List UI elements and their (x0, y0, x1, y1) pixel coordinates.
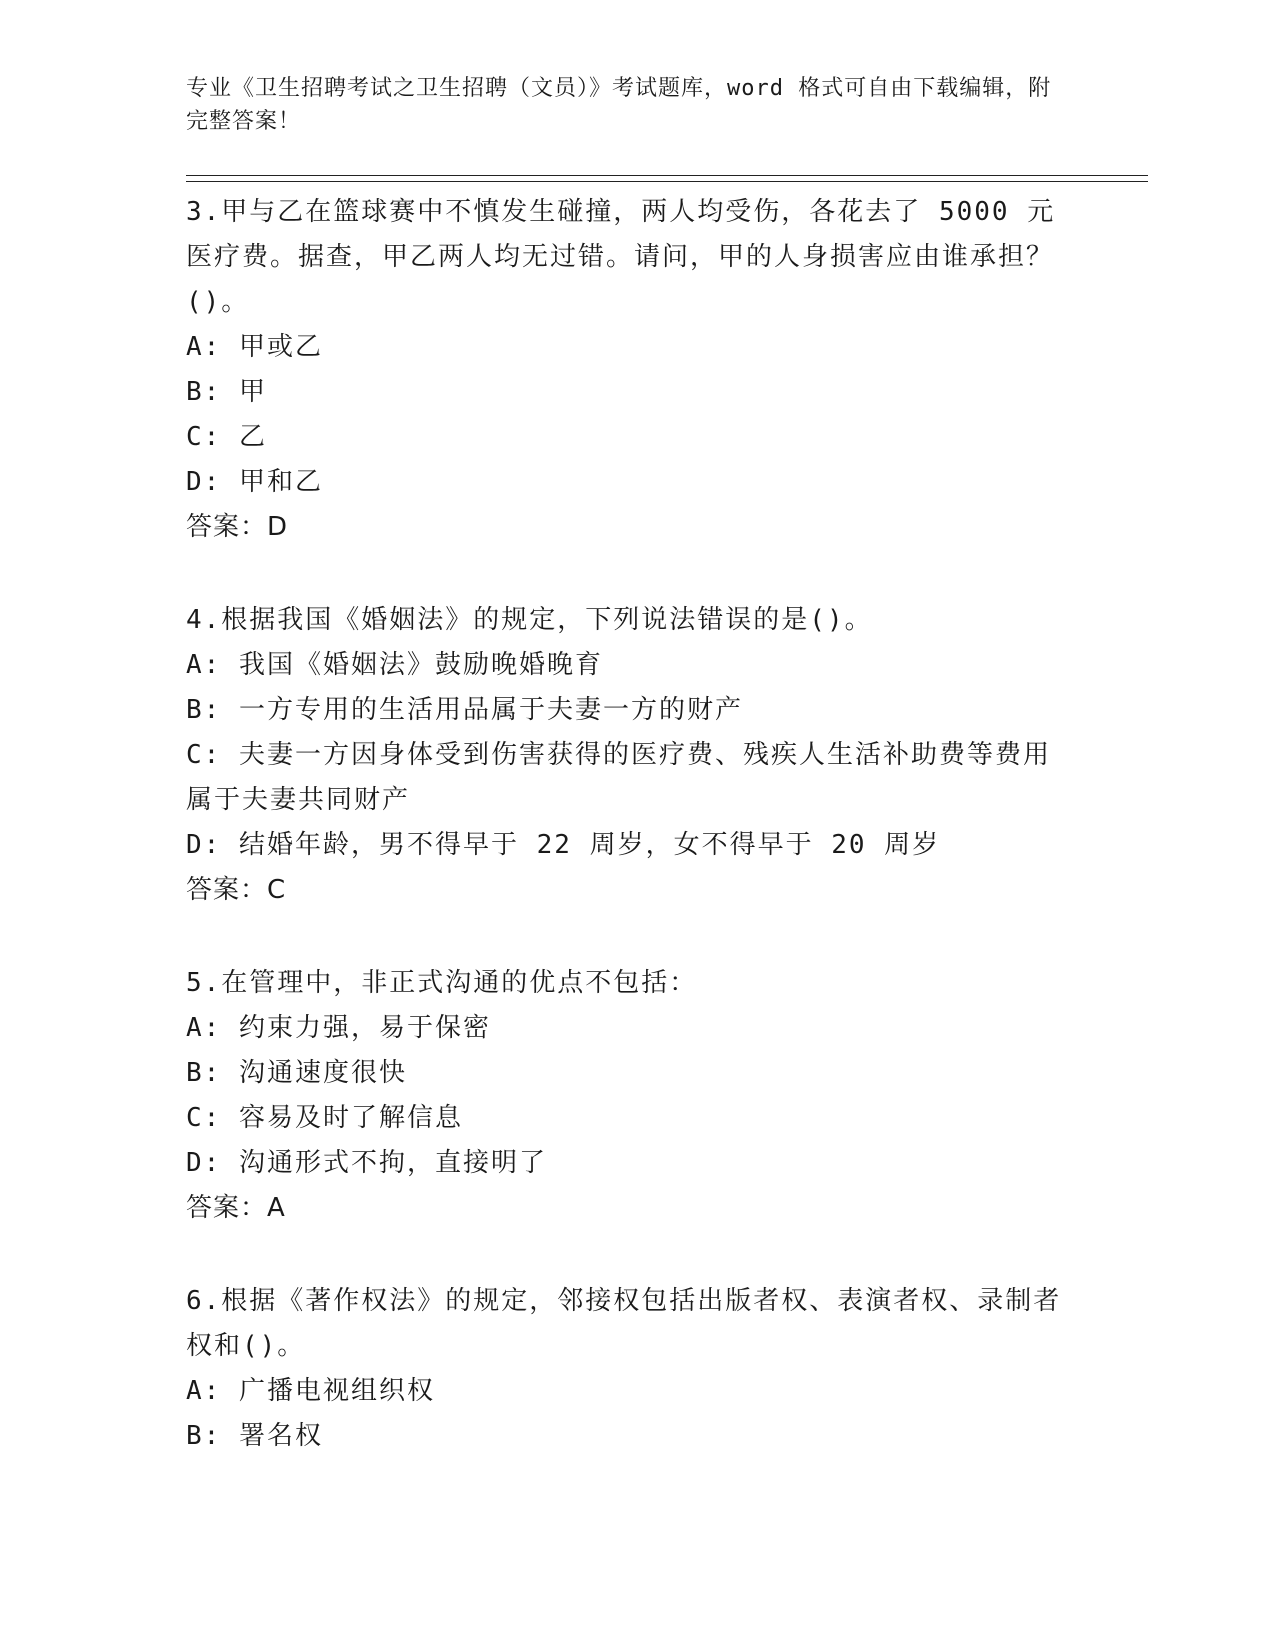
answer-label: 答案：C (186, 875, 287, 905)
question-5 (186, 961, 1066, 1231)
option-c: C: 容易及时了解信息 (186, 1103, 463, 1133)
option-a: A: 约束力强，易于保密 (186, 1013, 491, 1043)
answer-label: 答案：A (186, 1193, 286, 1223)
header-divider-bottom (186, 181, 1148, 182)
question-3 (186, 190, 1066, 550)
question-text: 4.根据我国《婚姻法》的规定，下列说法错误的是()。 (186, 605, 873, 635)
option-b: B: 署名权 (186, 1421, 323, 1451)
option-d: D: 结婚年龄，男不得早于 22 周岁，女不得早于 20 周岁 (186, 830, 941, 860)
document-header (186, 72, 1066, 138)
option-c: C: 夫妻一方因身体受到伤害获得的医疗费、残疾人生活补助费等费用属于夫妻共同财产 (186, 740, 1051, 815)
option-d: D: 沟通形式不拘，直接明了 (186, 1148, 547, 1178)
question-text: 6.根据《著作权法》的规定，邻接权包括出版者权、表演者权、录制者权和()。 (186, 1286, 1062, 1361)
option-d: D: 甲和乙 (186, 467, 323, 497)
question-text: 5.在管理中，非正式沟通的优点不包括： (186, 968, 698, 998)
option-a: A: 我国《婚姻法》鼓励晚婚晚育 (186, 650, 603, 680)
answer-label: 答案：D (186, 512, 289, 542)
option-c: C: 乙 (186, 422, 267, 452)
option-a: A: 甲或乙 (186, 332, 323, 362)
option-b: B: 甲 (186, 377, 267, 407)
question-list (186, 190, 1066, 1507)
option-b: B: 沟通速度很快 (186, 1058, 407, 1088)
option-a: A: 广播电视组织权 (186, 1376, 435, 1406)
question-text: 3.甲与乙在篮球赛中不慎发生碰撞，两人均受伤，各花去了 5000 元医疗费。据查，甲乙两人均无过错。请问，甲的人身损害应由谁承担？()。 (186, 197, 1056, 317)
question-4 (186, 598, 1066, 913)
question-6 (186, 1279, 1066, 1459)
header-intro-text: 专业《卫生招聘考试之卫生招聘（文员）》考试题库，word 格式可自由下载编辑，附完整答案！ (186, 76, 1052, 134)
option-b: B: 一方专用的生活用品属于夫妻一方的财产 (186, 695, 743, 725)
header-divider-top (186, 175, 1148, 176)
